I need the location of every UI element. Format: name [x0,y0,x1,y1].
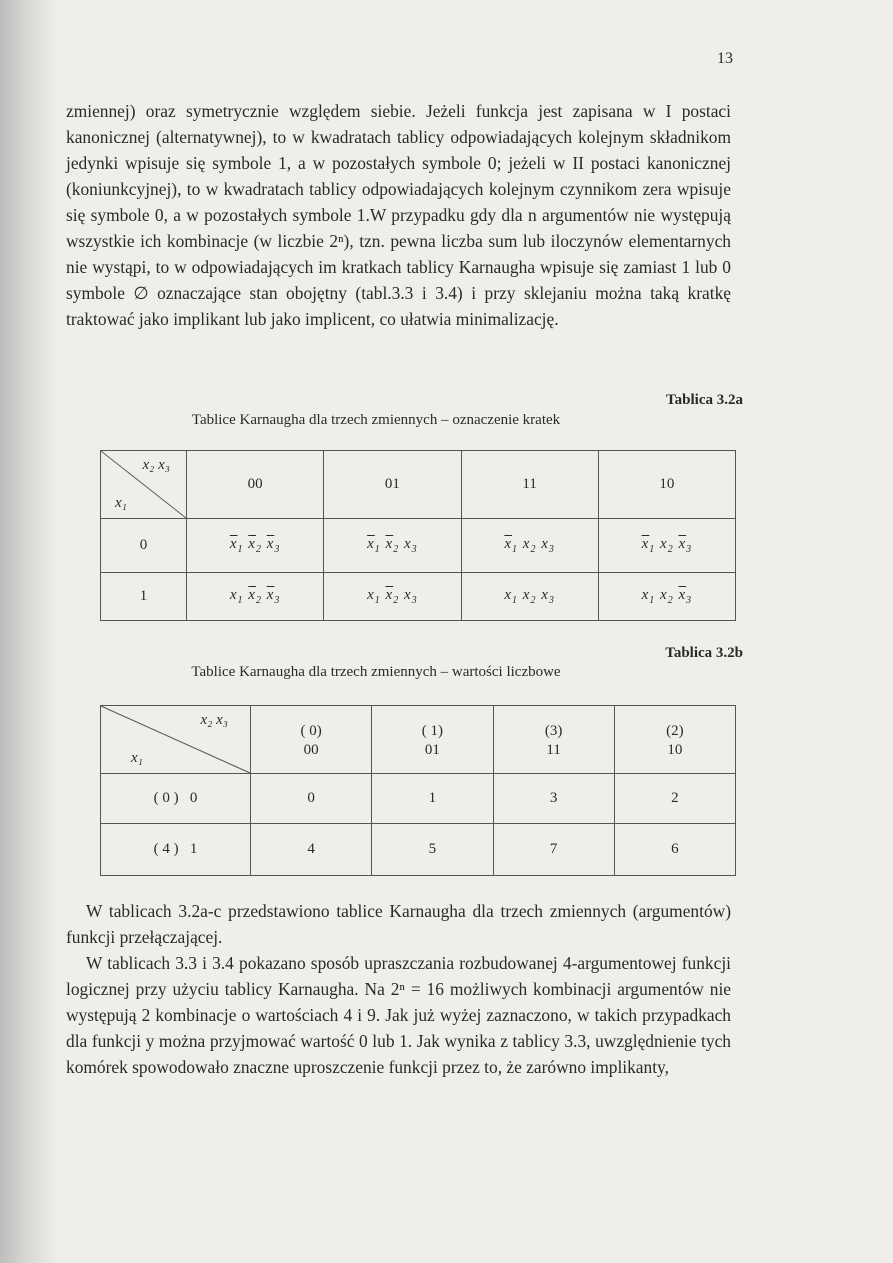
table-b-col-header [251,706,372,774]
table-a-caption: Tablice Karnaugha dla trzech zmiennych – oznaczenie kratek [191,412,561,428]
table-a-col-header: 11 [461,451,598,519]
table-b-cell: 5 [372,824,493,876]
table-a-cell: $\overline{x}_1$ $\overline{x}_2$ $x_3$ [324,519,461,573]
table-b-caption: Tablice Karnaugha dla trzech zmiennych – wartości liczbowe [191,664,561,680]
table-b-cell: 7 [493,824,614,876]
table-b-cell: 1 [372,774,493,824]
table-a-col-header: 01 [324,451,461,519]
table-b-cell: 4 [251,824,372,876]
table-a-corner [101,451,187,519]
table-a-cell: $x_1$ $\overline{x}_2$ $x_3$ [324,573,461,621]
table-b-col-header [493,706,614,774]
table-b-col-code: 11 [546,742,561,758]
table-b-col-code: 10 [667,742,683,758]
table-b-col-index: ( 0) [300,723,322,739]
paragraph-3-text: W tablicach 3.3 i 3.4 pokazano sposób upraszczania rozbudowanej 4-argumentowej funkcji logicznej przy użyciu tablicy Karnaugha. Na 2ⁿ = 16 możliwych kombinacji argumentów nie występują 2 kombinacje o wartościach 4 i 9. Jak już wyżej zaznaczono, w takich przypadkach dla funkcji y można przyjmować wartość 0 lub 1. Jak wynika z tablicy 3.3, uwzględnienie tych komórek spowodowało znaczne uproszczenie funkcji przez to, że zarówno implikanty, [66,953,731,1077]
table-a-cell: $\overline{x}_1$ $x_2$ $x_3$ [461,519,598,573]
table-b-col-code: 01 [424,742,440,758]
table-b-label: Tablica 3.2b [665,645,743,661]
table-b-col-code: 00 [303,742,319,758]
table-b-cell: 2 [614,774,735,824]
table-a-cell: $x_1$ $\overline{x}_2$ $\overline{x}_3$ [187,573,324,621]
table-b-row-label: ( 0 ) 0 [101,774,251,824]
table-a-col-header: 00 [187,451,324,519]
table-a-cell: $\overline{x}_1$ $\overline{x}_2$ $\overline{x}_3$ [187,519,324,573]
table-b-col-index: (3) [544,723,563,739]
table-a-label: Tablica 3.2a [666,392,743,408]
table-b-corner-top: x₂ x₃ [200,712,228,728]
table-a-col-header: 10 [598,451,735,519]
karnaugh-table-values [100,705,736,876]
table-b-col-index: ( 1) [421,723,443,739]
table-b-corner [101,706,251,774]
table-a-cell: $\overline{x}_1$ $x_2$ $\overline{x}_3$ [598,519,735,573]
paragraph-2-text: W tablicach 3.2a-c przedstawiono tablice Karnaugha dla trzech zmiennych (argumentów) funkcji przełączającej. [66,901,731,947]
table-a-row-label: 0 [101,519,187,573]
table-b-cell: 3 [493,774,614,824]
intro-paragraph: zmiennej) oraz symetrycznie względem siebie. Jeżeli funkcja jest zapisana w I postaci kanonicznej (alternatywnej), to w kwadratach tablicy odpowiadających kolejnym składnikom jedynki wpisuje się symbole 1, a w pozostałych symbole 0; jeżeli w II postaci kanonicznej (koniunkcyjnej), to w kwadratach tablicy odpowiadających kolejnym czynnikom zera wpisuje się symbole 0, a w pozostałych symbole 1.W przypadku gdy dla n argumentów nie występują wszystkie ich kombinacje (w liczbie 2ⁿ), tzn. pewna liczba sum lub iloczynów elementarnych nie wystąpi, to w odpowiadających im kratkach tablicy Karnaugha wpisuje się zamiast 1 lub 0 symbole ∅ oznaczające stan obojętny (tabl.3.3 i 3.4) i przy sklejaniu można taką kratkę traktować jako implikant lub jako implicent, co ułatwia minimalizację. [66,101,731,329]
scan-shadow [0,0,58,1263]
paragraph-2 [66,898,731,950]
page-number: 13 [717,50,733,67]
karnaugh-table-cells [100,450,736,621]
table-a-cell: $x_1$ $x_2$ $x_3$ [461,573,598,621]
table-b-cell: 6 [614,824,735,876]
table-b-corner-left: x₁ [131,750,143,766]
table-b-col-index: (2) [666,723,684,739]
paragraph-3 [66,950,731,1080]
table-b-col-header [372,706,493,774]
table-a-corner-left: x₁ [115,495,127,511]
table-a-cell: $x_1$ $x_2$ $\overline{x}_3$ [598,573,735,621]
table-b-cell: 0 [251,774,372,824]
table-b-row-label: ( 4 ) 1 [101,824,251,876]
table-a-corner-top: x₂ x₃ [142,457,170,473]
table-a-row-label: 1 [101,573,187,621]
table-b-col-header [614,706,735,774]
